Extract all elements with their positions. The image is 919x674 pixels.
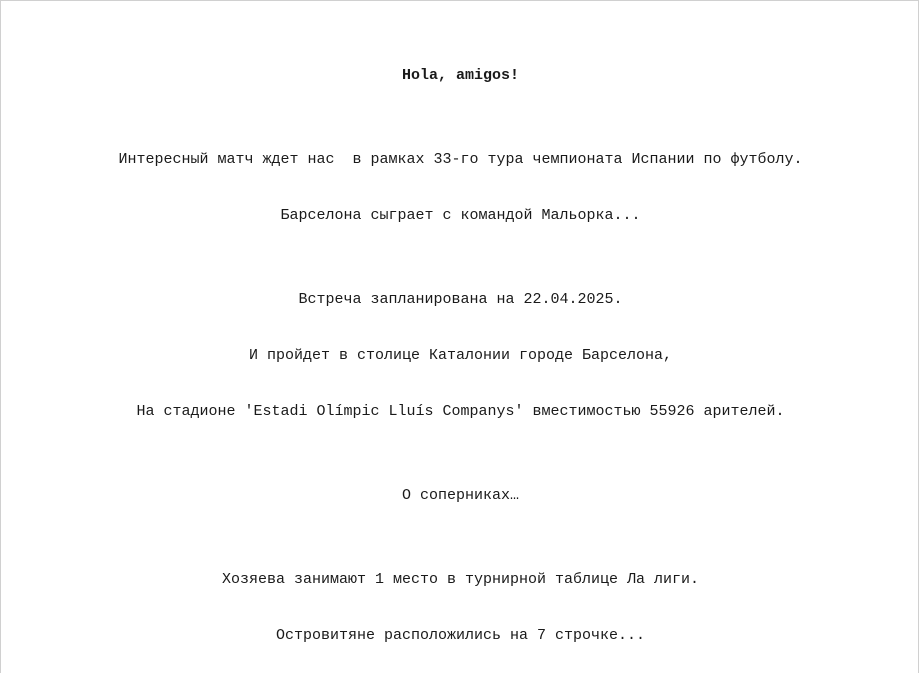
opponent-line: Барселона сыграет с командой Мальорка... xyxy=(280,207,641,224)
date-line: Встреча запланирована на 22.04.2025. xyxy=(298,291,623,308)
match-intro-line: Интересный матч ждет нас в рамках 33-го тура чемпионата Испании по футболу. xyxy=(118,151,803,168)
document-page xyxy=(1,1,919,674)
city-line: И пройдет в столице Каталонии городе Барселона, xyxy=(248,347,673,364)
greeting-heading: Hola, amigos! xyxy=(401,67,520,84)
islanders-standing-line: Островитяне расположились на 7 строчке... xyxy=(275,627,646,644)
stadium-line: На стадионе 'Estadi Olímpic Lluís Companys' вместимостью 55926 арителей. xyxy=(136,403,785,420)
hosts-standing-line: Хозяева занимают 1 место в турнирной таблице Ла лиги. xyxy=(221,571,700,588)
rivals-heading: О соперниках… xyxy=(401,487,520,504)
